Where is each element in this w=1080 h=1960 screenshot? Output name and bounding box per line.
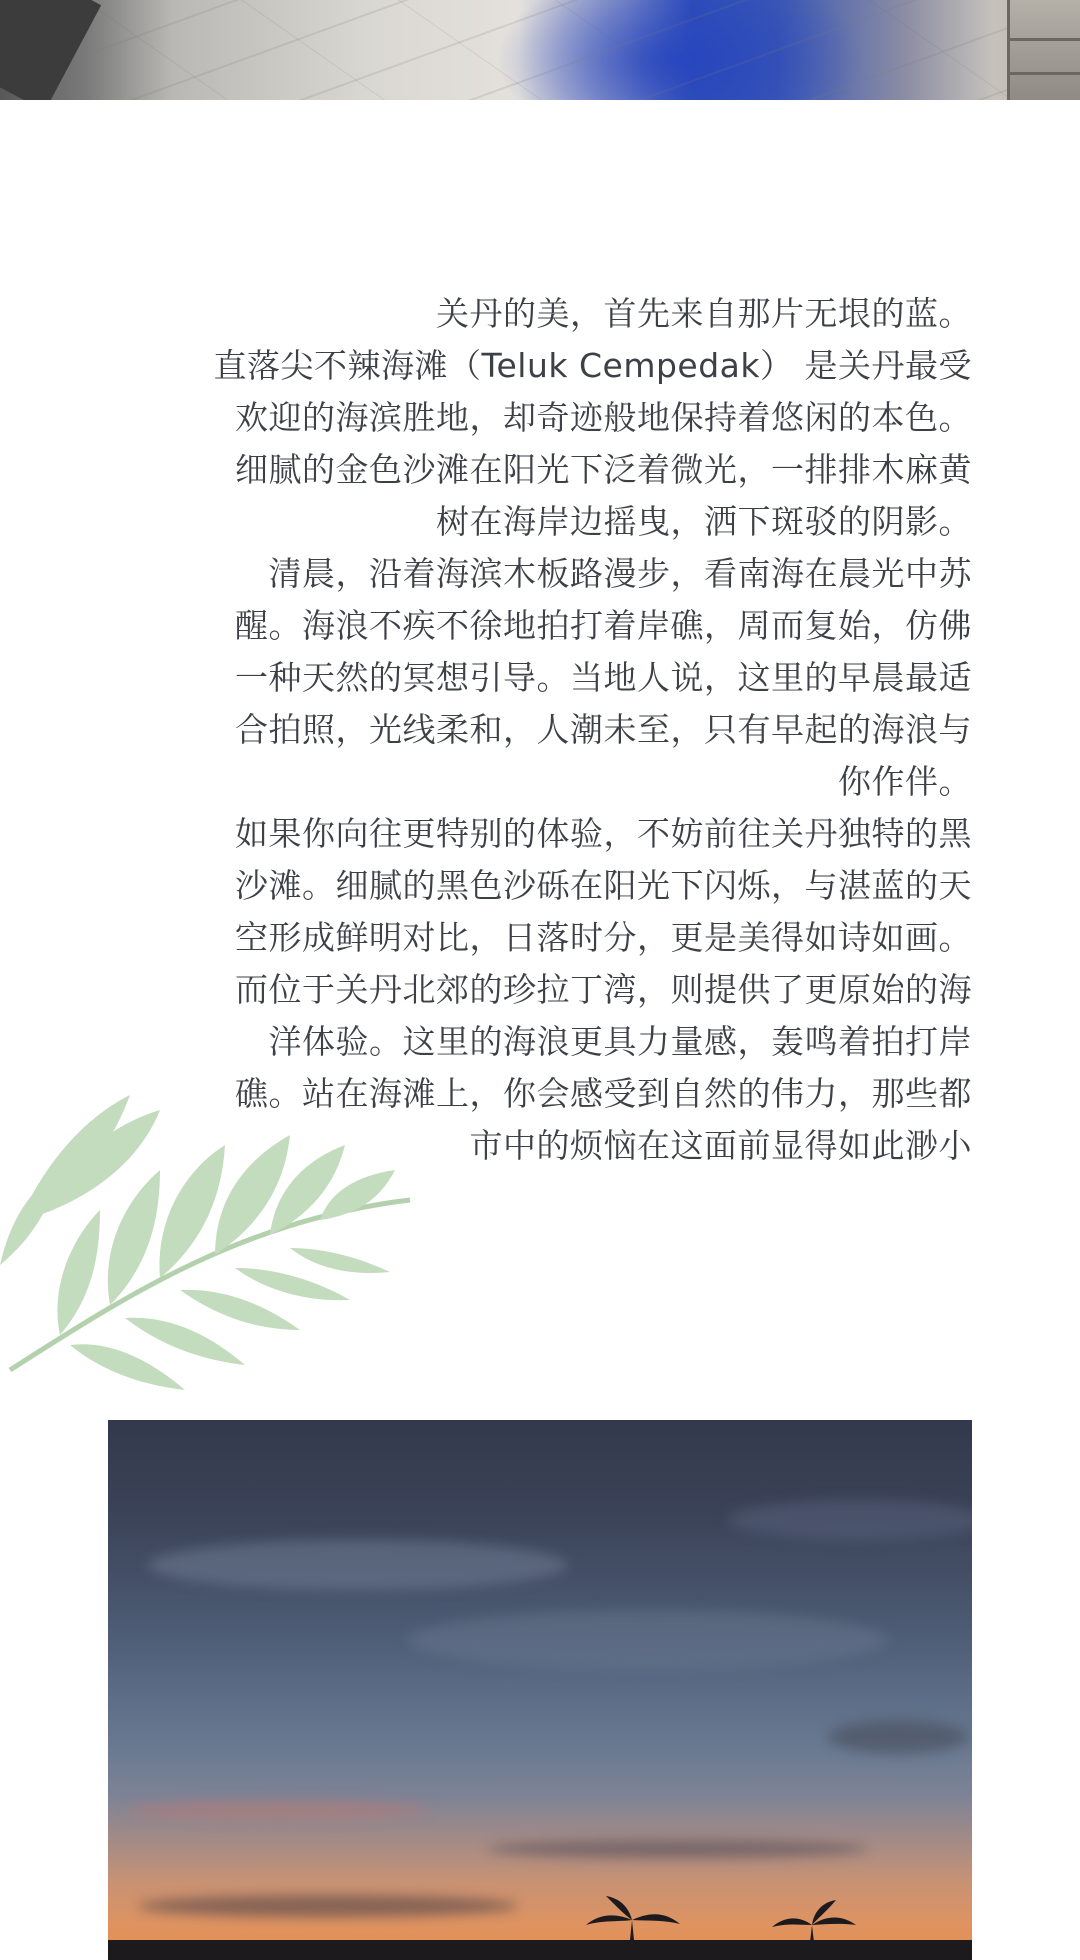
top-photo [0, 0, 1080, 100]
marble-texture [0, 0, 1080, 100]
article-line: 欢迎的海滨胜地，却奇迹般地保持着悠闲的本色。 [235, 398, 972, 437]
article-line: 细腻的金色沙滩在阳光下泛着微光，一排排木麻黄 [235, 450, 972, 489]
article-text [120, 288, 972, 1172]
palm-trees-silhouette [108, 1420, 972, 1960]
railing [1007, 0, 1080, 100]
article-line: 洋体验。这里的海浪更具力量感，轰鸣着拍打岸 [268, 1022, 972, 1061]
article-line: 礁。站在海滩上，你会感受到自然的伟力，那些都 [235, 1074, 972, 1113]
article-line: 你作伴。 [838, 762, 972, 801]
article-line: 直落尖不辣海滩（Teluk Cempedak） 是关丹最受 [213, 346, 972, 385]
article-line: 空形成鲜明对比，日落时分，更是美得如诗如画。 [235, 918, 972, 957]
article-line: 市中的烦恼在这面前显得如此渺小 [469, 1126, 972, 1165]
article-line: 醒。海浪不疾不徐地拍打着岸礁，周而复始，仿佛 [235, 606, 972, 645]
article-line: 沙滩。细腻的黑色沙砾在阳光下闪烁，与湛蓝的天 [235, 866, 972, 905]
article-line: 如果你向往更特别的体验，不妨前往关丹独特的黑 [235, 814, 972, 853]
article-line: 关丹的美，首先来自那片无垠的蓝。 [436, 294, 972, 333]
article-line: 而位于关丹北郊的珍拉丁湾，则提供了更原始的海 [235, 970, 972, 1009]
article-line: 一种天然的冥想引导。当地人说，这里的早晨最适 [235, 658, 972, 697]
sunset-photo [108, 1420, 972, 1960]
article-line: 合拍照，光线柔和，人潮未至，只有早起的海浪与 [235, 710, 972, 749]
article-line: 清晨，沿着海滨木板路漫步，看南海在晨光中苏 [268, 554, 972, 593]
article-line: 树在海岸边摇曳，洒下斑驳的阴影。 [436, 502, 972, 541]
